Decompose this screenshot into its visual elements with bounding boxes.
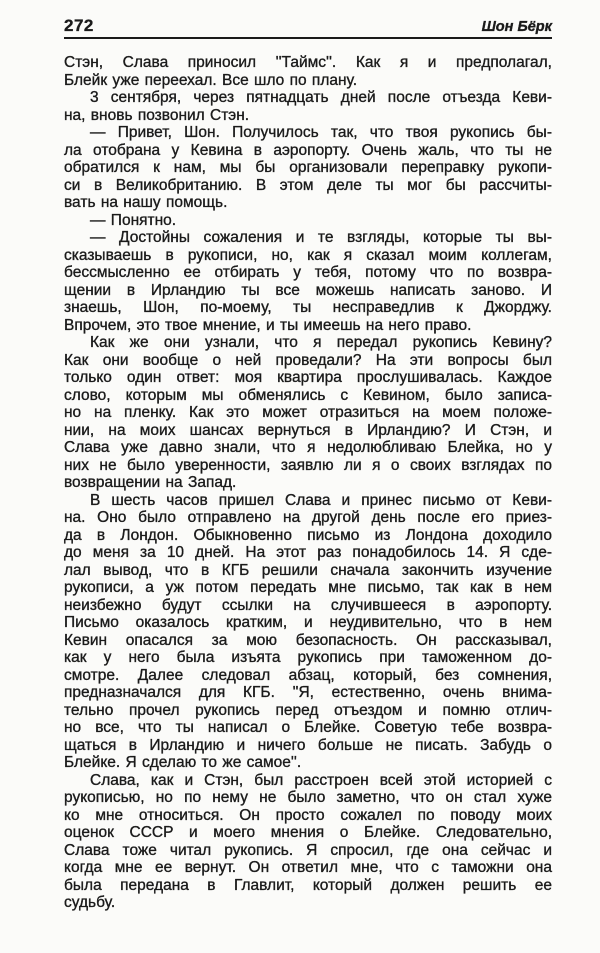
text-line: — Достойны сожаления и те взгляды, которые ты вы- (90, 229, 552, 246)
text-line: на, вновь позвонил Стэн. (64, 106, 250, 124)
text-line: Слава, как и Стэн, был расстроен всей этой историей с (90, 771, 552, 789)
text-line: бессмысленно ее отбирать у тебя, потому что по возвра- (64, 264, 552, 281)
text-line: Стэн, Слава приносил ''Таймс''. Как я и предполагал, (64, 54, 552, 71)
page-body (64, 54, 552, 912)
page-number: 272 (64, 16, 94, 35)
text-line: возвращении на Запад. (64, 474, 237, 491)
text-line: Слава тоже читал рукопись. Я спросил, где она сейчас и (64, 841, 552, 859)
text-line: В шесть часов пришел Слава и принес письмо от Кеви- (90, 491, 552, 509)
paragraph (64, 54, 552, 89)
text-line: вать на нашу помощь. (64, 194, 228, 211)
text-line: знаешь, Шон, по-моему, ты несправедлив к Джорджу. (64, 299, 552, 316)
text-line: ла отобрана у Кевина в аэропорту. Очень жаль, что ты не (64, 141, 552, 159)
text-line: щаться в Ирландию и ничего больше не писать. Забудь о (64, 736, 552, 754)
text-line: судьбу. (64, 894, 116, 911)
text-line: 3 сентября, через пятнадцать дней после отъезда Кеви- (90, 89, 552, 106)
text-line: Как же они узнали, что я передал рукопись Кевину? (90, 334, 552, 351)
text-line: Как они вообще о ней проведали? На эти вопросы был (64, 351, 552, 369)
paragraph (64, 124, 552, 212)
text-line: Кевин опасался за мою безопасность. Он рассказывал, (64, 631, 552, 649)
page-header (64, 16, 552, 36)
running-title: Шон Бёрк (481, 19, 552, 35)
text-line: только один ответ: моя квартира прослушивалась. Каждое (64, 369, 552, 386)
paragraph (64, 772, 552, 912)
text-line: сказываешь в рукописи, но, как я сказал моим коллегам, (64, 246, 552, 264)
text-line: обратился к нам, мы бы организовали переправку рукопи- (64, 159, 552, 176)
header-rule (64, 37, 552, 39)
text-line: рукописью, но по нему не было заметно, что он стал хуже (64, 789, 552, 806)
paragraph (64, 89, 552, 124)
text-line: на. Оно было отправлено на другой день после его приез- (64, 509, 552, 526)
text-line: смотре. Далее следовал абзац, который, без сомнения, (64, 666, 552, 684)
paragraph (64, 212, 552, 230)
text-line: ко мне относиться. Он просто сожалел по поводу моих (64, 806, 552, 824)
text-line: оценок СССР и моего мнения о Блейке. Следовательно, (64, 824, 552, 841)
text-line: си в Великобританию. В этом деле ты мог бы рассчиты- (64, 176, 552, 194)
paragraph (64, 334, 552, 492)
text-line: лал вывод, что в КГБ решили сначала закончить изучение (64, 561, 552, 579)
text-line: них не было уверенности, заявлю ли я о своих взглядах по (64, 456, 552, 474)
text-line: нии, на моих шансах вернуться в Ирландию? И Стэн, и (64, 421, 552, 439)
text-line: слово, которым мы обменялись с Кевином, было записа- (64, 386, 552, 404)
paragraph (64, 492, 552, 772)
text-line: Блейке. Я сделаю то же самое''. (64, 754, 302, 771)
text-line: да в Лондон. Обыкновенно письмо из Лондона доходило (64, 526, 552, 544)
text-line: — Привет, Шон. Получилось так, что твоя рукопись бы- (90, 124, 552, 141)
text-line: когда мне ее вернут. Он ответил мне, что с таможни она (64, 859, 552, 876)
text-line: предназначался для КГБ. ''Я, естественно, очень внима- (64, 684, 552, 701)
text-line: Впрочем, это твое мнение, и ты имеешь на него право. (64, 316, 472, 334)
text-line: была передана в Главлит, который должен решить ее (64, 876, 552, 894)
text-line: но все, что ты написал о Блейке. Советую тебе возвра- (64, 719, 552, 736)
text-line: — Понятно. (90, 211, 177, 229)
text-line: Слава уже давно знали, что я недолюбливаю Блейка, но у (64, 439, 552, 456)
text-line: как у него была изъята рукопись при таможенном до- (64, 649, 552, 666)
text-line: но на пленку. Как это может отразиться на моем положе- (64, 404, 552, 421)
text-line: Блейк уже переехал. Все шло по плану. (64, 71, 358, 89)
text-line: щении в Ирландию ты все можешь написать заново. И (64, 281, 552, 299)
text-line: неизбежно будут ссылки на случившееся в аэропорту. (64, 596, 552, 614)
text-line: тельно прочел рукопись перед отъездом и помню отлич- (64, 701, 552, 719)
text-line: Письмо оказалось кратким, и неудивительно, что в нем (64, 614, 552, 631)
text-line: рукописи, а уж потом передать мне письмо, так как в нем (64, 579, 552, 596)
paragraph (64, 229, 552, 334)
text-line: до меня за 10 дней. На этот раз понадобилось 14. Я сде- (64, 544, 552, 561)
